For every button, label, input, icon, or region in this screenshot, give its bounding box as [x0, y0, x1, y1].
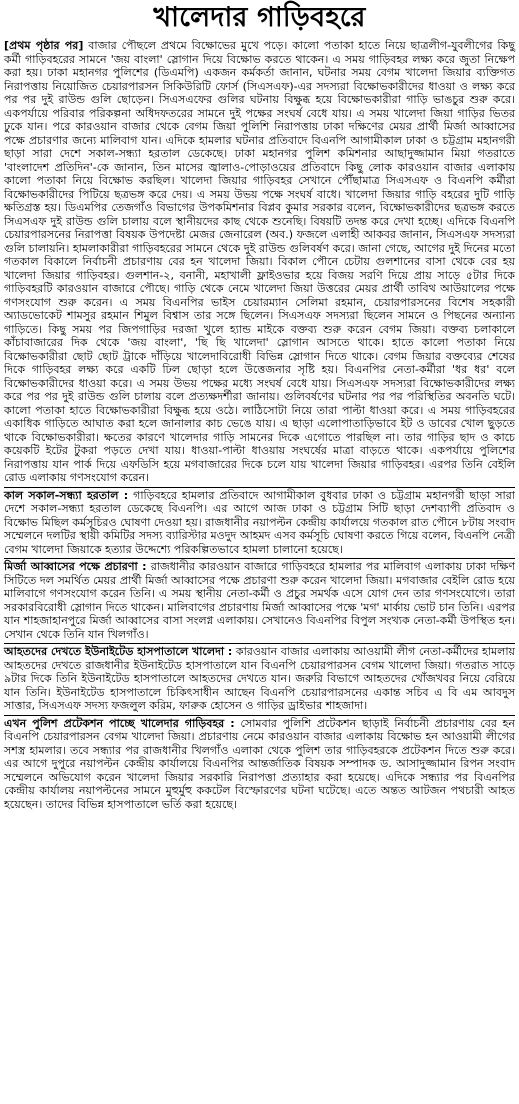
paragraph-text: রাজধানীর কারওয়ান বাজারে গাড়িবহরে হামলার পর মালিবাগ এলাকায় ঢাকা দক্ষিণ সিটিতে দল সমর্থিত মেয়র প্রার্থী মির্জা আব্বাসের পক্ষে প্রচারণা শুরু করেন খালেদা জিয়া। মগবাজার বেইলি রোড হয়ে মালিবাগে গণসংযোগ করেন তিনি। এ সময় স্থানীয় নেতা-কর্মী ও প্রচুর সমর্থক এসে যোগ দেন তার গণসংযোগে। তারা সরকারবিরোধী স্লোগান দিতে থাকেন। মালিবাগের প্রচারণায় মির্জা আব্বাসের পক্ষে 'মগ' মার্কায় ভোট চান তিনি। এরপর যান শাহজাহানপুরে মির্জা আব্বাসের বাসা সংলগ্ন এলাকায়। সেখানেও বিএনপির বিপুল সংখ্যক নেতা-কর্মী উপস্থিত হন। সেখান থেকে তিনি যান খিলগাঁও।	[4, 560, 515, 641]
article-paragraph-2	[4, 488, 515, 560]
article-paragraph-3	[4, 559, 515, 644]
article-paragraph-1	[4, 38, 515, 488]
paragraph-text: সোমবার পুলিশি প্রটেকশন ছাড়াই নির্বাচনী প্রচারণায় বের হন বিএনপি চেয়ারপারসন বেগম খালেদা জিয়া। প্রচারণায় নেমে কারওয়ান বাজার এলাকায় বিক্ষোভ হন আওয়ামী লীগের সশস্ত্র হামলার। তবে সন্ধ্যার পর রাজধানীর খিলগাঁও এলাকা থেকে পুলিশ তার গাড়িবহরকে প্রটেকশন দিতে শুরু করে। এর আগে দুপুরে নয়াপল্টন কেন্দ্রীয় কার্যালয়ে বিএনপির আন্তর্জাতিক বিষয়ক সম্পাদক ড. আসাদুজ্জামান রিপন সংবাদ সম্মেলনে অভিযোগ করেন খালেদা জিয়ার সরকারি নিরাপত্তা প্রত্যাহার করা হয়েছে। এদিকে সন্ধ্যার পর বিএনপির কেন্দ্রীয় কার্যালয় নয়াপল্টনের সামনে মুহুর্মুহু ককটেল বিস্ফোরণের ঘটনা ঘটেছে। এতে অন্তত আটজন পথচারী আহত হয়েছেন। তাদের বিভিন্ন হাসপাতালে ভর্তি করা হয়েছে।	[4, 716, 515, 811]
article-headline: খালেদার গাড়িবহরে	[153, 2, 366, 33]
section-lead-campaign: মির্জা আব্বাসের পক্ষে প্রচারণা :	[4, 560, 147, 573]
section-lead-hospital: আহতদের দেখতে ইউনাইটেড হাসপাতালে খালেদা :	[4, 645, 233, 658]
article-paragraph-5	[4, 716, 515, 814]
article-body	[4, 38, 515, 813]
article-paragraph-4	[4, 644, 515, 716]
paragraph-text: কারওয়ান বাজার এলাকায় আওয়ামী লীগ নেতা-কর্মীদের হামলায় আহতদের দেখতে রাজধানীর ইউনাইটেড হাসপাতালে যান বিএনপি চেয়ারপারসন বেগম খালেদা জিয়া। গতরাত সাড়ে ৯টার দিকে তিনি ইউনাইটেড হাসপাতালে আহতদের দেখতে যান। জরুরি বিভাগে আহতদের খোঁজখবর নিয়ে বেরিয়ে যান তিনি। ইউনাইটেড হাসপাতালে চিকিৎসাধীন আছেন বিএনপি চেয়ারপারসনের একান্ত সচিব এ বি এম আবদুস সাত্তার, সিএসএফ সদস্য ফজলুল করিম, ফারুক হোসেন ও গাড়ির ড্রাইভার শাহজাদা।	[4, 645, 515, 712]
paragraph-text: গাড়িবহরে হামলার প্রতিবাদে আগামীকাল বুধবার ঢাকা ও চট্টগ্রাম মহানগরী ছাড়া সারা দেশে সকাল-সন্ধ্যা হরতাল ডেকেছে বিএনপি। এর আগে আজ ঢাকা ও চট্টগ্রাম সিটি ছাড়া দেশব্যাপী প্রতিবাদ ও বিক্ষোভ মিছিল কর্মসূচিরও ঘোষণা দেওয়া হয়। রাজধানীর নয়াপল্টন কেন্দ্রীয় কার্যালয়ে গতকাল রাত পৌনে ৮টায় সংবাদ সম্মেলনে দলটির স্থায়ী কমিটির সদস্য ব্যারিস্টার মওদুদ আহমদ এসব কর্মসূচি ঘোষণা করতে গিয়ে বলেন, বিএনপি নেত্রী বেগম খালেদা জিয়াকে হত্যার উদ্দেশ্যে পরিকল্পিতভাবে হামলা চালানো হয়েছে।	[4, 488, 515, 556]
section-lead-hartal: কাল সকাল-সন্ধ্যা হরতাল :	[4, 488, 129, 502]
paragraph-text: বাজার পৌছলে প্রথমে বিক্ষোভের মুখে পড়ে। কালো পতাকা হাতে নিয়ে ছাত্রলীগ-যুবলীগের কিছু কর্মী গাড়িবহরের সামনে 'জয় বাংলা' স্লোগান দিয়ে বিক্ষোভ করতে থাকেন। এ সময় গাড়িবহর লক্ষ্য করে জুতা নিক্ষেপ করা হয়। ঢাকা মহানগর পুলিশের (ডিএমপি) একজন কর্মকর্তা জানান, ঘটনার সময় বেগম খালেদা জিয়ার ব্যক্তিগত নিরাপত্তায় নিয়োজিত চেয়ারপারসন সিকিউরিটি ফোর্স (সিএসএফ)-এর সদস্যরা বিক্ষোভকারীদের ধাওয়া ও লক্ষ্য করে পর পর দুই রাউন্ড গুলি ছোড়েন। সিএসএফের গুলির ঘটনায় বিক্ষুব্ধ হয়ে বিক্ষোভকারীরা গাড়ি ভাঙচুর শুরু করে। একপর্যায়ে পরিবার পরিকল্পনা অধিদফতরের সামনে দুই পক্ষের সংঘর্ষ বেধে যায়। এ সময় খালেদা জিয়া গাড়ির ভিতর ঢুকে যান। পরে কারওয়ান বাজার থেকে বেগম জিয়া পুলিশি নিরাপত্তায় ঢাকা দক্ষিণের মেয়র প্রার্থী মির্জা আব্বাসের পক্ষে প্রচারণার জন্যে মালিবাগ যান। এদিকে হামলার ঘটনার প্রতিবাদে বিএনপি আগামীকাল ঢাকা ও চট্টগ্রাম মহানগরী ছাড়া সারা দেশে সকাল-সন্ধ্যা হরতাল ডেকেছে। ঢাকা মহানগর পুলিশ কমিশনার আছাদুজ্জামান মিয়া গতরাতে 'বাংলাদেশ প্রতিদিন'-কে জানান, তিন মাসের জ্বালাও-পোড়াওয়ের প্রতিবাদে কিছু লোক কারওয়ান বাজার এলাকায় কালো পতাকা নিয়ে বিক্ষোভ করছিল। খালেদা জিয়ার গাড়িবহর সেখানে পৌঁছামাত্র সিএসএফ ও বিএনপি কর্মীরা বিক্ষোভকারীদের পিটিয়ে ছত্রভঙ্গ করে দেয়। এ সময় উভয় পক্ষে সংঘর্ষ বাধে। খালেদা জিয়ার গাড়ি বহরের দুটি গাড়ি ক্ষতিগ্রস্ত হয়। ডিএমপির তেজগাঁও বিভাগের উপকমিশনার বিপ্লব কুমার সরকার বলেন, বিক্ষোভকারীদের ছত্রভঙ্গ করতে সিএসএফ দুই রাউন্ড গুলি চালায় বলে স্থানীয়দের কাছ থেকে শুনেছি। বিষয়টি তদন্ত করে দেখা হচ্ছে। এদিকে বিএনপি চেয়ারপারসনের নিরাপত্তা বিষয়ক উপদেষ্টা মেজর জেনারেল (অব.) ফজলে এলাহী আকবর জানান, সিএসএফ সদস্যরা গুলি চালায়নি। হামলাকারীরা গাড়িবহরের সামনে থেকে দুই রাউন্ড গুলিবর্ষণ করে। জানা গেছে, আগের দুই দিনের মতো গতকাল বিকালে নির্বাচনী প্রচারণায় বের হন খালেদা জিয়া। বিকাল পৌনে চেটায় গুলশানের বাসা থেকে বের হয় খালেদা জিয়ার গাড়িবহর। গুলশান-২, বনানী, মহাখালী ফ্লাইওভার হয়ে বিজয় সরণি দিয়ে প্রায় সাড়ে ৫টার দিকে গাড়িবহরটি কারওয়ান বাজারে পৌছে। গাড়ি থেকে নেমে খালেদা জিয়া উত্তরের মেয়র প্রার্থী তাবিথ আউয়ালের পক্ষে গণসংযোগ শুরু করেন। এ সময় বিএনপির ভাইস চেয়ারম্যান সেলিমা রহমান, চেয়ারপারসনের বিশেষ সহকারী অ্যাডভোকেট শামসুর রহমান শিমুল বিশ্বাস তার সঙ্গে ছিলেন। সিএসএফ সদস্যরা ছিলেন সামনে ও পিছনের অন্যান্য গাড়িতে। কিছু সময় পর জিপগাড়ির দরজা খুলে হ্যান্ড মাইকে বক্তব্য শুরু করেন বেগম জিয়া। বক্তব্য চলাকালে কাঁচাবাজারের দিক থেকে 'জয় বাংলা', 'ছি ছি খালেদা' স্লোগান আসতে থাকে। হাতে কালো পতাকা নিয়ে বিক্ষোভকারীরা ছোট ছোট ট্রাকে দাঁড়িয়ে খালেদাবিরোধী বিভিন্ন স্লোগান দিতে থাকে। বেগম জিয়ার বক্তব্যের শেষের দিকে গাড়িবহর লক্ষ্য করে একটি ঢিল ছোড়া হলে উত্তেজনার সৃষ্টি হয়। বিএনপির নেতা-কর্মীরা 'ধর ধর' বলে বিক্ষোভকারীদের ধাওয়া করে। এ সময় উভয় পক্ষের মধ্যে সংঘর্ষ বেধে যায়। সিএসএফ সদস্যরা বিক্ষোভকারীদের লক্ষ্য করে পর পর দুই রাউন্ড গুলি চালায় বলে প্রত্যক্ষদর্শীরা জানায়। গুলিবর্ষণের ঘটনার পর পর পরিস্থিতির অবনতি ঘটে। কালো পতাকা হাতে বিক্ষোভকারীরা বিক্ষুব্ধ হয়ে ওঠে। লাঠিসোটা নিয়ে তারা পাল্টা ধাওয়া করে। এ সময় গাড়িবহরের একাধিক গাড়িতে আঘাত করা হলে জানালার কাচ ভেঙে যায়। এ ছাড়া এলোপাতাড়িভাবে ইট ও ডাবের খোল ছুড়তে থাকে বিক্ষোভকারীরা। ক্ষতের কারণে খালেদার গাড়ি সামনের দিকে এগোতে পারছিল না। তার গাড়ির ছাদ ও কাচে কয়েকটি ইটের টুকরা পড়তে দেখা যায়। ধাওয়া-পাল্টা ধাওয়ায় সংঘর্ষের মাত্রা বাড়তে থাকে। একপর্যায়ে পুলিশের নিরাপত্তায় যান পার্ক দিয়ে এফডিসি হয়ে মগবাজারের দিকে চলে যায় খালেদা জিয়ার গাড়িবহর। এরপর তিনি বেইলি রোড এলাকায় গণসংযোগ করেন।	[4, 39, 515, 484]
continuation-marker: [প্রথম পৃষ্ঠার পর]	[4, 39, 84, 52]
section-lead-protection: এখন পুলিশ প্রটেকশন পাচ্ছে খালেদার গাড়িবহর :	[4, 716, 235, 730]
